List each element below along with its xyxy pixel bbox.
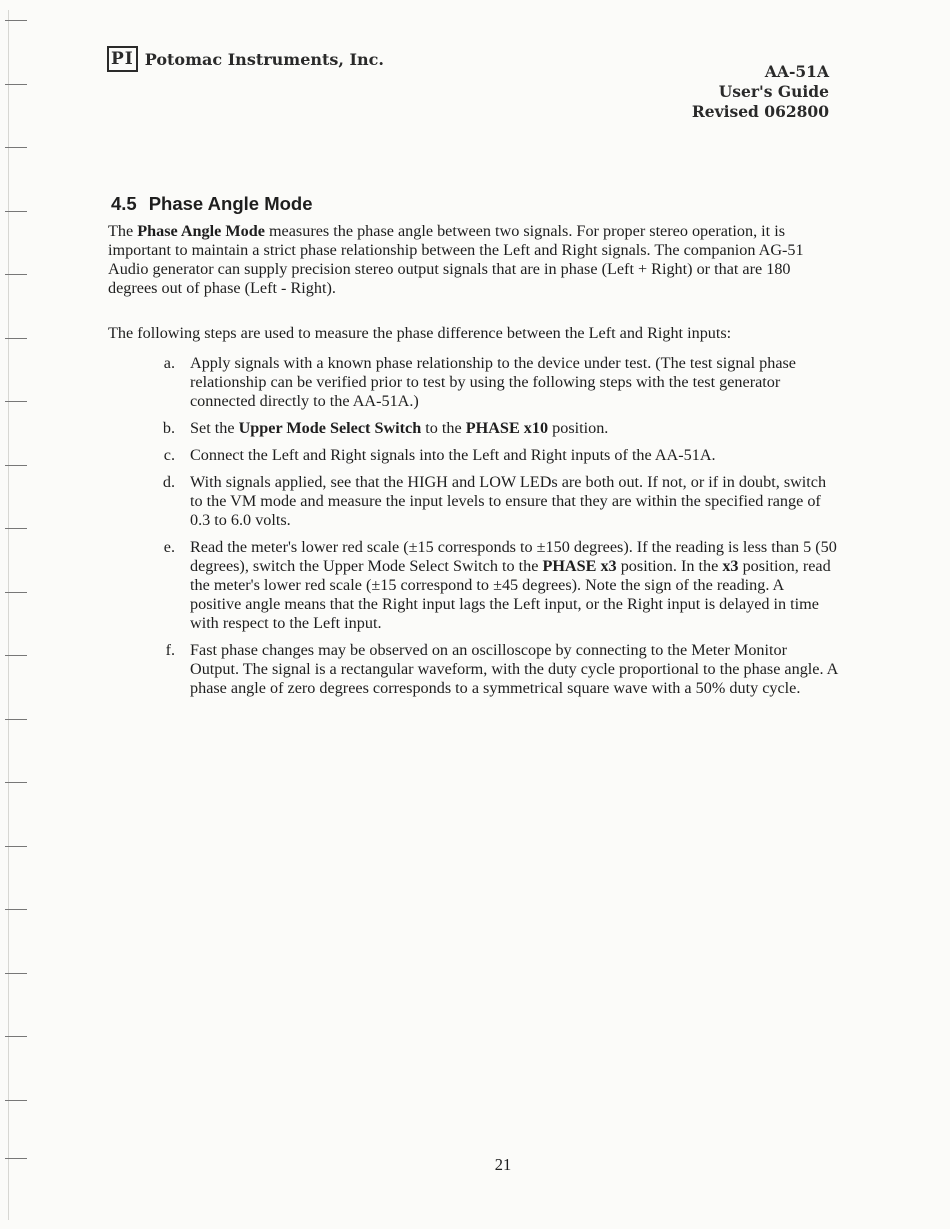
- step-marker: b.: [162, 419, 175, 437]
- step-item: [108, 538, 838, 633]
- step-item: [108, 473, 838, 530]
- page-number: 21: [494, 1155, 512, 1174]
- step-bold-term: PHASE x10: [465, 419, 549, 437]
- document-info: [692, 62, 829, 122]
- binder-edge-marks: [0, 0, 40, 1229]
- step-text: Connect the Left and Right signals into the Left and Right inputs of the AA-51A.: [190, 446, 716, 464]
- step-item: [108, 641, 838, 698]
- step-text: Apply signals with a known phase relationship to the device under test. (The test signal phase relationship can be verified prior to test by using the following steps with the test generator connected directly to the AA-51A.): [190, 354, 796, 410]
- section-title: Phase Angle Mode: [148, 193, 313, 214]
- section-number: 4.5: [111, 193, 137, 214]
- steps-list: [108, 354, 838, 706]
- step-text: [190, 538, 838, 633]
- step-marker: a.: [163, 354, 175, 372]
- step-text-part: position. In the: [616, 557, 723, 575]
- company-name: Potomac Instruments, Inc.: [144, 49, 384, 69]
- step-text-part: position.: [548, 419, 609, 437]
- step-text-part: Read the meter's lower red scale (±15 corresponds to ±150 degrees). If the reading is less than 5 (50 degrees), switch the Upper Mode Select Switch to the: [190, 538, 837, 575]
- document-id: AA-51A: [764, 62, 829, 81]
- intro-text-start: The: [108, 222, 138, 240]
- step-item: [108, 419, 838, 438]
- intro-text-rest: measures the phase angle between two signals. For proper stereo operation, it is important to maintain a strict phase relationship between the Left and Right signals. The companion AG-51 Audio generator can supply precision stereo output signals that are in phase (Left + Right) or that are 180 degrees out of phase (Left - Right).: [108, 222, 804, 297]
- company-logo: PI: [107, 46, 138, 72]
- step-text-part: position, read the meter's lower red scale (±15 correspond to ±45 degrees). Note the sign of the reading. A positive angle means that the Right input lags the Left input, or the Right input is delayed in time with respect to the Left input.: [190, 557, 831, 632]
- document-type: User's Guide: [718, 82, 829, 101]
- company-header: [107, 46, 384, 72]
- step-marker: c.: [163, 446, 175, 464]
- intro-paragraph: [108, 222, 838, 298]
- step-bold-term: PHASE x3: [542, 557, 617, 575]
- step-item: [108, 354, 838, 411]
- step-marker: d.: [162, 473, 175, 491]
- step-text: [190, 419, 838, 438]
- step-bold-term: Upper Mode Select Switch: [238, 419, 422, 437]
- step-marker: e.: [163, 538, 175, 556]
- steps-intro: The following steps are used to measure the phase difference between the Left and Right inputs:: [108, 324, 732, 342]
- step-text-part: Set the: [190, 419, 239, 437]
- step-text-part: to the: [421, 419, 466, 437]
- section-heading: [111, 193, 313, 215]
- intro-bold-term: Phase Angle Mode: [137, 222, 265, 240]
- step-marker: f.: [165, 641, 175, 659]
- step-bold-term: x3: [722, 557, 739, 575]
- step-text: Fast phase changes may be observed on an oscilloscope by connecting to the Meter Monitor Output. The signal is a rectangular waveform, with the duty cycle proportional to the phase angle. A phase angle of zero degrees corresponds to a symmetrical square wave with a 50% duty cycle.: [190, 641, 838, 697]
- step-item: [108, 446, 838, 465]
- document-revision: Revised 062800: [691, 102, 829, 121]
- step-text: With signals applied, see that the HIGH and LOW LEDs are both out. If not, or if in doubt, switch to the VM mode and measure the input levels to ensure that they are within the specified range of 0.3 to 6.0 volts.: [190, 473, 827, 529]
